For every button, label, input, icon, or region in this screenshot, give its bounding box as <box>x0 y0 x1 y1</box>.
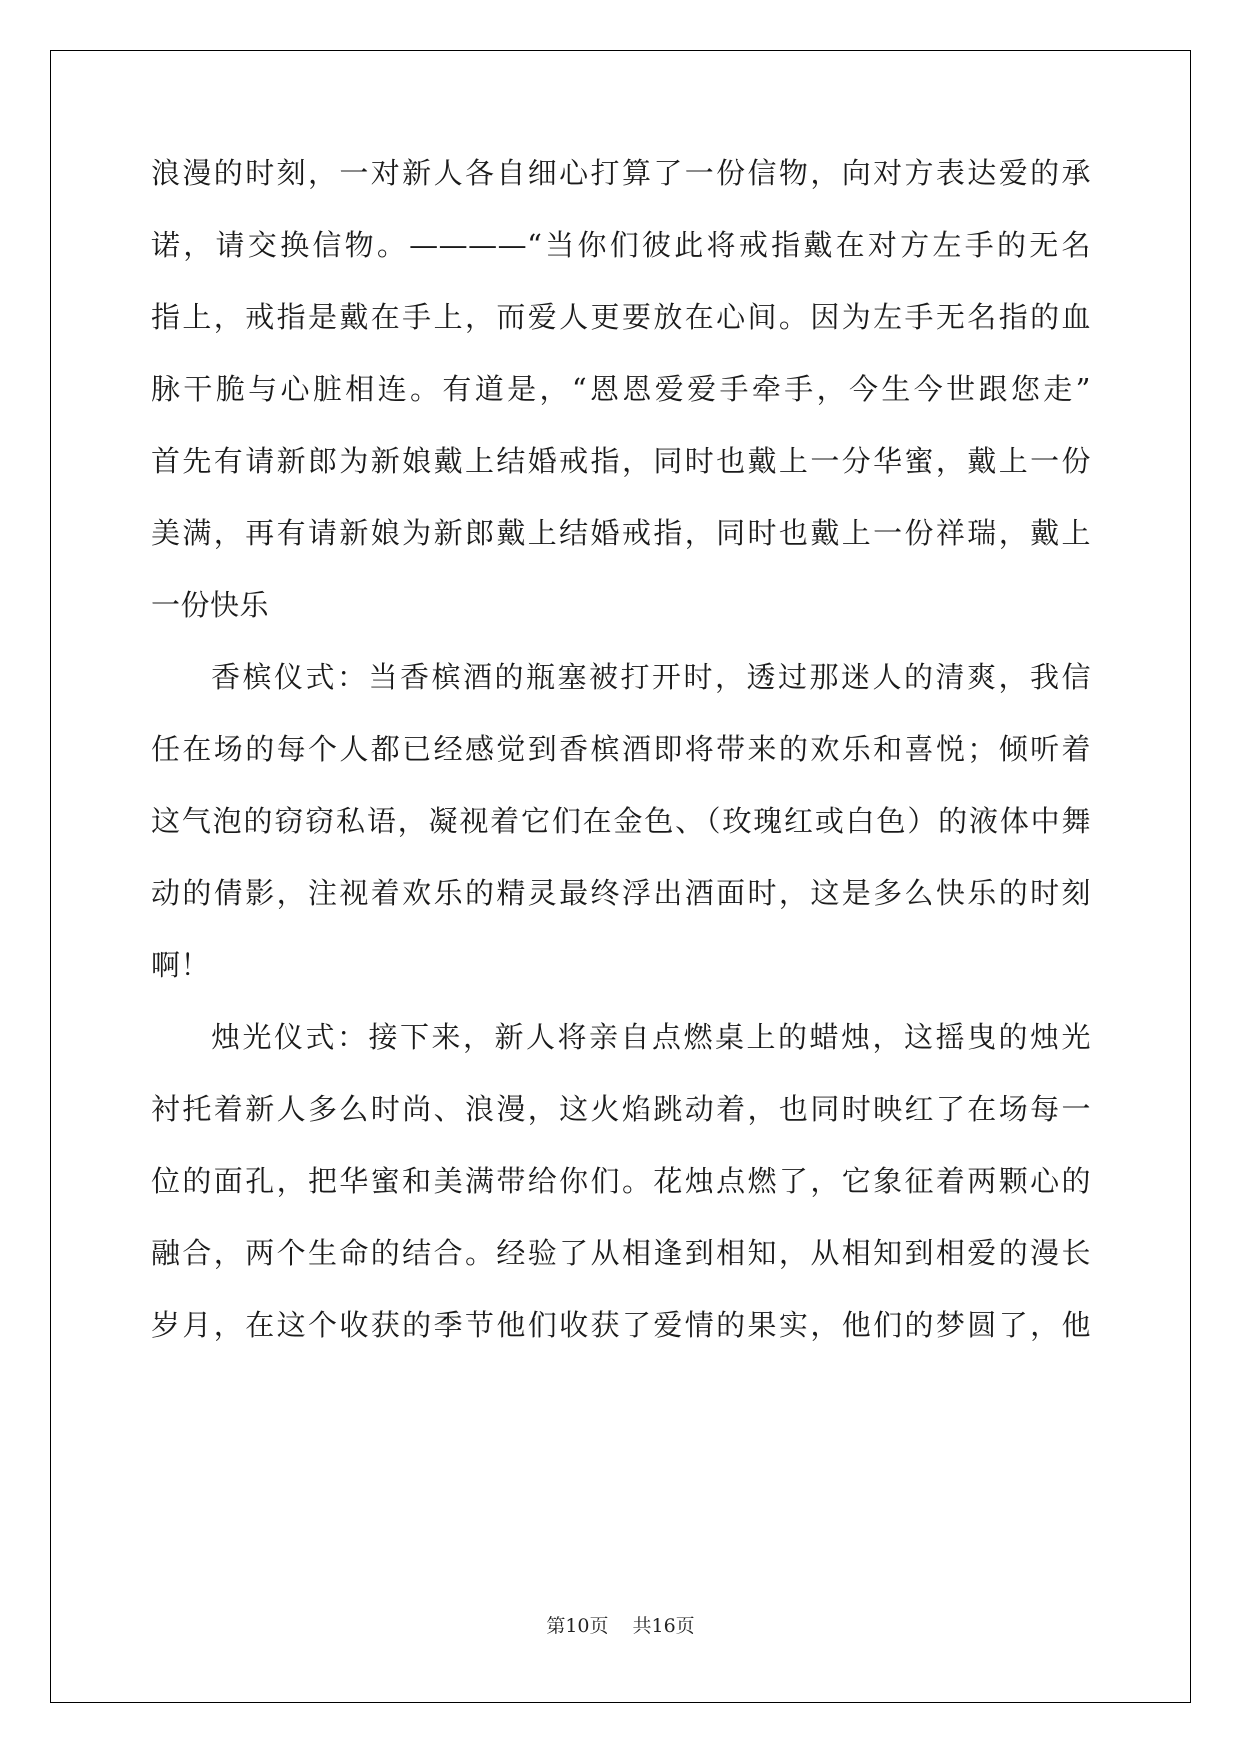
text-line: 动的倩影，注视着欢乐的精灵最终浮出酒面时，这是多么快乐的时刻 <box>151 876 1091 910</box>
text-line: 啊！ <box>151 948 211 982</box>
page-footer <box>0 1611 1241 1638</box>
text-line: 指上，戒指是戴在手上，而爱人更要放在心间。因为左手无名指的血 <box>151 300 1091 334</box>
text-line: 脉干脆与心脏相连。有道是，“恩恩爱爱手牵手，今生今世跟您走” <box>151 372 1091 406</box>
text-line: 位的面孔，把华蜜和美满带给你们。花烛点燃了，它象征着两颗心的 <box>151 1164 1091 1198</box>
page-number: 第10页 <box>546 1615 609 1637</box>
paragraph-first-line: 烛光仪式：接下来，新人将亲自点燃桌上的蜡烛，这摇曳的烛光 <box>211 1020 1091 1054</box>
text-line: 诺，请交换信物。————“当你们彼此将戒指戴在对方左手的无名 <box>151 228 1091 262</box>
text-line: 一份快乐 <box>151 588 270 622</box>
text-line: 任在场的每个人都已经感觉到香槟酒即将带来的欢乐和喜悦；倾听着 <box>151 732 1091 766</box>
page-total: 共16页 <box>632 1615 695 1637</box>
paragraph-first-line: 香槟仪式：当香槟酒的瓶塞被打开时，透过那迷人的清爽，我信 <box>211 660 1091 694</box>
text-line: 美满，再有请新娘为新郎戴上结婚戒指，同时也戴上一份祥瑞，戴上 <box>151 516 1091 550</box>
text-line: 衬托着新人多么时尚、浪漫，这火焰跳动着，也同时映红了在场每一 <box>151 1092 1091 1126</box>
text-line: 这气泡的窃窃私语，凝视着它们在金色、（玫瑰红或白色）的液体中舞 <box>151 804 1091 838</box>
text-line: 岁月，在这个收获的季节他们收获了爱情的果实，他们的梦圆了，他 <box>151 1308 1091 1342</box>
text-line: 融合，两个生命的结合。经验了从相逢到相知，从相知到相爱的漫长 <box>151 1236 1091 1270</box>
text-line: 浪漫的时刻，一对新人各自细心打算了一份信物，向对方表达爱的承 <box>151 156 1091 190</box>
text-line: 首先有请新郎为新娘戴上结婚戒指，同时也戴上一分华蜜，戴上一份 <box>151 444 1091 478</box>
